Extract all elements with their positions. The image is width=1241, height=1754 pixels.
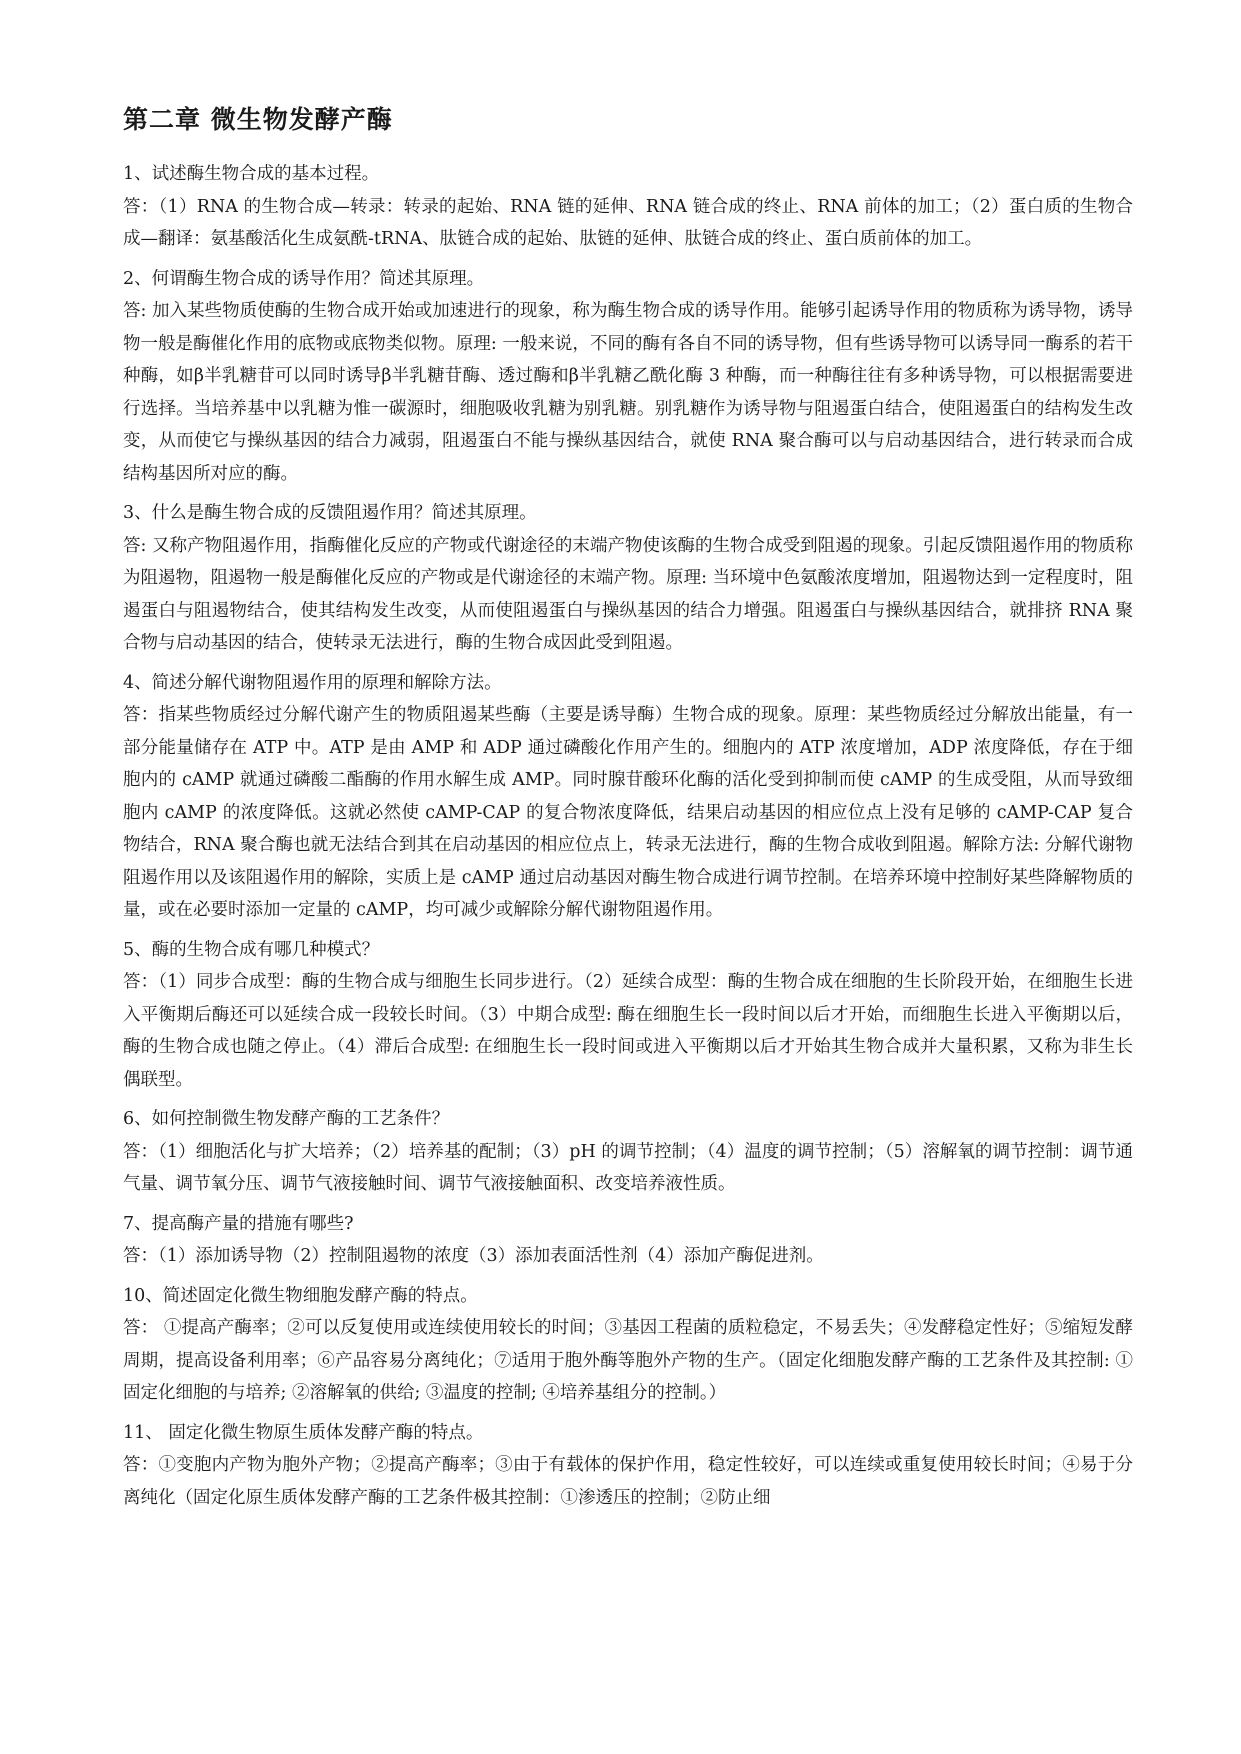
question-text: 7、提高酶产量的措施有哪些? (123, 1213, 354, 1234)
question-text: 6、如何控制微生物发酵产酶的工艺条件？ (123, 1109, 450, 1129)
qa-item-2 (123, 263, 1133, 491)
qa-item-3 (123, 497, 1133, 660)
qa-item-6 (123, 1103, 1133, 1201)
question-text: 11、 固定化微生物原生质体发酵产酶的特点。 (123, 1422, 484, 1443)
qa-item-4 (123, 667, 1133, 927)
answer-text: 答：（1）细胞活化与扩大培养；（2）培养基的配制；（3）pH 的调节控制；（4）温度的调节控制；（5）溶解氧的调节控制：调节通气量、调节氧分压、调节气液接触时间、调节气液接触面积、改变培养液性质。 (123, 1141, 1133, 1194)
question-text: 4、简述分解代谢物阻遏作用的原理和解除方法。 (123, 672, 502, 693)
qa-item-1 (123, 158, 1133, 256)
answer-text: 答： ①提高产酶率；②可以反复使用或连续使用较长的时间；③基因工程菌的质粒稳定，不易丢失；④发酵稳定性好；⑤缩短发酵周期，提高设备利用率；⑥产品容易分离纯化；⑦适用于胞外酶等胞外产物的生产。（固定化细胞发酵产酶的工艺条件及其控制: ①固定化细胞的与培养; ②溶解氧的供给; ③温度的控制; ④培养基组分的控制。） (123, 1318, 1133, 1403)
answer-text: 答：（1）同步合成型：酶的生物合成与细胞生长同步进行。（2）延续合成型：酶的生物合成在细胞的生长阶段开始，在细胞生长进入平衡期后酶还可以延续合成一段较长时间。（3）中期合成型: 酶在细胞生长一段时间以后才开始，而细胞生长进入平衡期以后，酶的生物合成也随之停止。（4）滞后合成型: 在细胞生长一段时间或进入平衡期以后才开始其生物合成并大量积累，又称为非生长偶联型。 (123, 972, 1133, 1090)
question-text: 2、何谓酶生物合成的诱导作用？简述其原理。 (123, 268, 485, 289)
answer-text: 答：（1）RNA 的生物合成—转录：转录的起始、RNA 链的延伸、RNA 链合成的终止、RNA 前体的加工；（2）蛋白质的生物合成—翻译：氨基酸活化生成氨酰-tRNA、肽链合成的起始、肽链的延伸、肽链合成的终止、蛋白质前体的加工。 (123, 196, 1133, 249)
chapter-title: 第二章 微生物发酵产酶 (123, 105, 393, 134)
answer-text: 答：指某些物质经过分解代谢产生的物质阻遏某些酶（主要是诱导酶）生物合成的现象。原理：某些物质经过分解放出能量，有一部分能量储存在 ATP 中。ATP 是由 AMP 和 ADP 通过磷酸化作用产生的。细胞内的 ATP 浓度增加，ADP 浓度降低，存在于细胞内的 cAMP 就通过磷酸二酯酶的作用水解生成 AMP。同时腺苷酸环化酶的活化受到抑制而使 cAMP 的生成受阻，从而导致细胞内 cAMP 的浓度降低。这就必然使 cAMP-CAP 的复合物浓度降低，结果启动基因的相应位点上没有足够的 cAMP-CAP 复合物结合，RNA 聚合酶也就无法结合到其在启动基因的相应位点上，转录无法进行，酶的生物合成收到阻遏。解除方法: 分解代谢物阻遏作用以及该阻遏作用的解除，实质上是 cAMP 通过启动基因对酶生物合成进行调节控制。在培养环境中控制好某些降解物质的量，或在必要时添加一定量的 cAMP，均可减少或解除分解代谢物阻遏作用。 (123, 705, 1133, 920)
question-text: 3、什么是酶生物合成的反馈阻遏作用？简述其原理。 (123, 503, 537, 523)
question-text: 1、试述酶生物合成的基本过程。 (123, 164, 380, 184)
answer-text: 答：（1）添加诱导物（2）控制阻遏物的浓度（3）添加表面活性剂（4）添加产酶促进剂。 (123, 1246, 824, 1266)
answer-text: 答：①变胞内产物为胞外产物；②提高产酶率；③由于有载体的保护作用，稳定性较好，可以连续或重复使用较长时间；④易于分离纯化（固定化原生质体发酵产酶的工艺条件极其控制：①渗透压的控制；②防止细 (123, 1455, 1133, 1508)
answer-text: 答: 又称产物阻遏作用，指酶催化反应的产物或代谢途径的末端产物使该酶的生物合成受到阻遏的现象。引起反馈阻遏作用的物质称为阻遏物，阻遏物一般是酶催化反应的产物或是代谢途径的末端产物。原理: 当环境中色氨酸浓度增加，阻遏物达到一定程度时，阻遏蛋白与阻遏物结合，使其结构发生改变，从而使阻遏蛋白与操纵基因的结合力增强。阻遏蛋白与操纵基因结合，就排挤 RNA 聚合物与启动基因的结合，使转录无法进行，酶的生物合成因此受到阻遏。 (123, 535, 1133, 653)
answer-text: 答: 加入某些物质使酶的生物合成开始或加速进行的现象，称为酶生物合成的诱导作用。能够引起诱导作用的物质称为诱导物，诱导物一般是酶催化作用的底物或底物类似物。原理: 一般来说，不同的酶有各自不同的诱导物，但有些诱导物可以诱导同一酶系的若干种酶，如β半乳糖苷可以同时诱导β半乳糖苷酶、透过酶和β半乳糖乙酰化酶 3 种酶，而一种酶往往有多种诱导物，可以根据需要进行选择。当培养基中以乳糖为惟一碳源时，细胞吸收乳糖为别乳糖。别乳糖作为诱导物与阻遏蛋白结合，使阻遏蛋白的结构发生改变，从而使它与操纵基因的结合力减弱，阻遏蛋白不能与操纵基因结合，就使 RNA 聚合酶可以与启动基因结合，进行转录而合成结构基因所对应的酶。 (123, 301, 1133, 484)
document-page (123, 100, 1133, 1521)
qa-item-10 (123, 1280, 1133, 1410)
qa-item-11 (123, 1417, 1133, 1515)
qa-item-5 (123, 934, 1133, 1097)
question-text: 10、简述固定化微生物细胞发酵产酶的特点。 (123, 1285, 478, 1306)
qa-item-7 (123, 1208, 1133, 1273)
question-text: 5、酶的生物合成有哪几种模式？ (123, 939, 380, 960)
